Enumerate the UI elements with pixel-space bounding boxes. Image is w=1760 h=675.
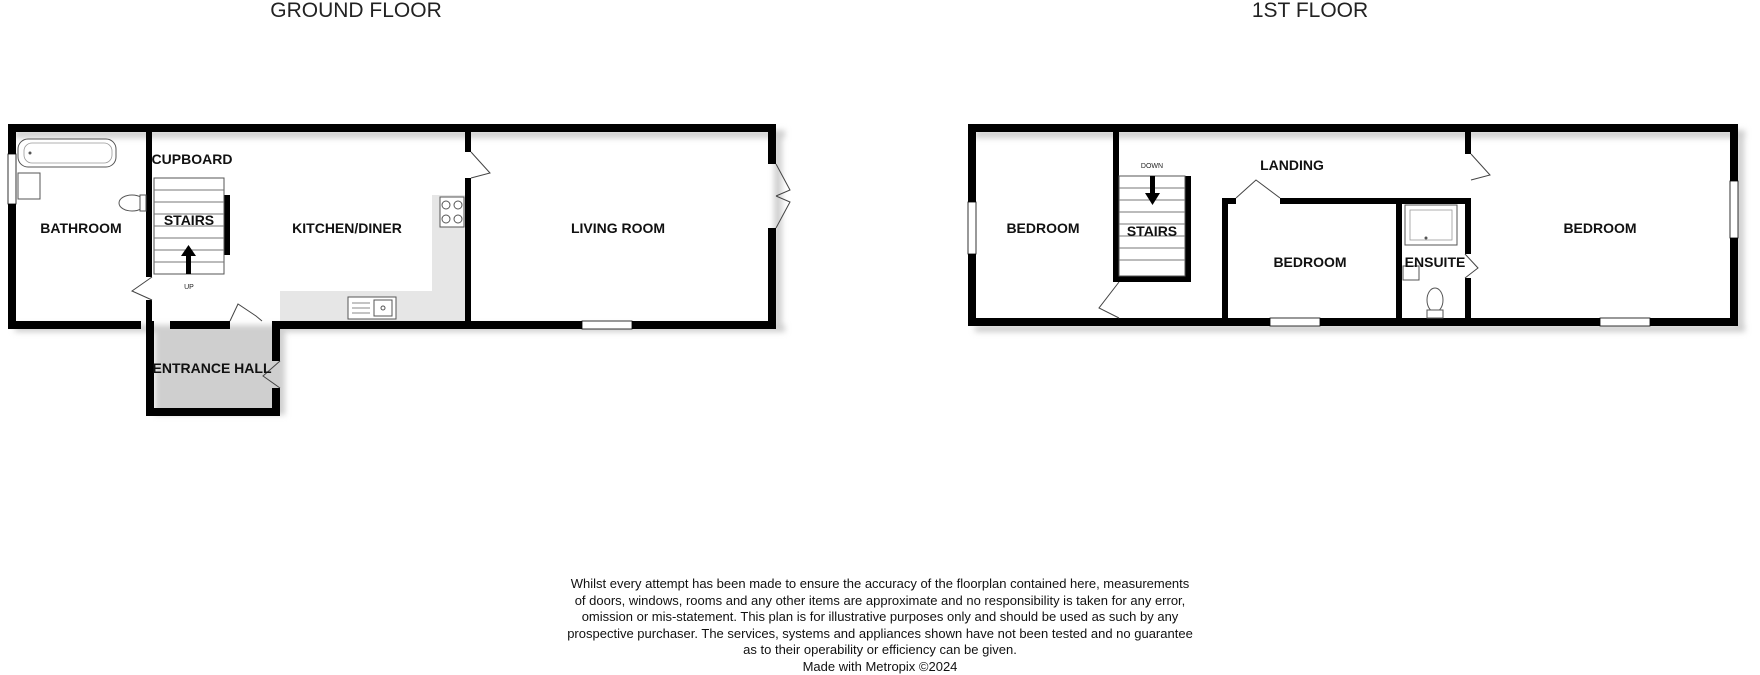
ground-floor-title: GROUND FLOOR — [270, 0, 442, 22]
bathroom-label: BATHROOM — [40, 220, 121, 236]
window-first-right — [1730, 181, 1738, 238]
cupboard-label: CUPBOARD — [152, 151, 233, 167]
basin-fixture — [18, 173, 40, 199]
disclaimer-line: Whilst every attempt has been made to ensure the accuracy of the floorplan contained here, measurements — [520, 576, 1240, 593]
disclaimer-line: of doors, windows, rooms and any other items are approximate and no responsibility is taken for any error, — [520, 593, 1240, 610]
window-first-left — [968, 202, 976, 254]
disclaimer-line: as to their operability or efficiency can be given. — [520, 642, 1240, 659]
stairs-up-label: UP — [184, 284, 194, 291]
first-bedroom-right-label: BEDROOM — [1563, 220, 1636, 236]
window-bedroom-mid — [1270, 318, 1320, 326]
bath-fixture — [18, 139, 116, 167]
window-bathroom — [8, 154, 16, 204]
first-floor-title: 1ST FLOOR — [1252, 0, 1368, 22]
disclaimer-line: omission or mis-statement. This plan is for illustrative purposes only and should be used as such by any — [520, 609, 1240, 626]
disclaimer-line: prospective purchaser. The services, systems and appliances shown have not been tested and no guarantee — [520, 626, 1240, 643]
entrance-hall-label: ENTRANCE HALL — [153, 360, 272, 376]
disclaimer-text — [520, 576, 1240, 675]
ground-floor-plan — [8, 124, 790, 416]
living-room-label: LIVING ROOM — [571, 220, 665, 236]
ensuite-toilet-fixture — [1427, 288, 1443, 318]
ground-floor-shadow — [15, 130, 785, 415]
kitchen-diner-label: KITCHEN/DINER — [292, 220, 402, 236]
hob-fixture — [440, 197, 464, 227]
ground-floor-walls — [8, 124, 776, 416]
toilet-fixture — [119, 195, 146, 211]
window-living-room — [582, 321, 632, 329]
first-stairs-label: STAIRS — [1127, 223, 1177, 239]
window-bedroom-right — [1600, 318, 1650, 326]
shower-fixture — [1405, 205, 1457, 245]
landing-label: LANDING — [1260, 157, 1324, 173]
metropix-credit: Made with Metropix ©2024 — [520, 659, 1240, 675]
ground-stairs-label: STAIRS — [164, 212, 214, 228]
first-floor-plan — [968, 124, 1745, 332]
ensuite-label: ENSUITE — [1405, 254, 1466, 270]
first-bedroom-left-label: BEDROOM — [1006, 220, 1079, 236]
first-bedroom-mid-label: BEDROOM — [1273, 254, 1346, 270]
stairs-down-label: DOWN — [1141, 163, 1163, 170]
kitchen-sink-fixture — [348, 297, 396, 319]
